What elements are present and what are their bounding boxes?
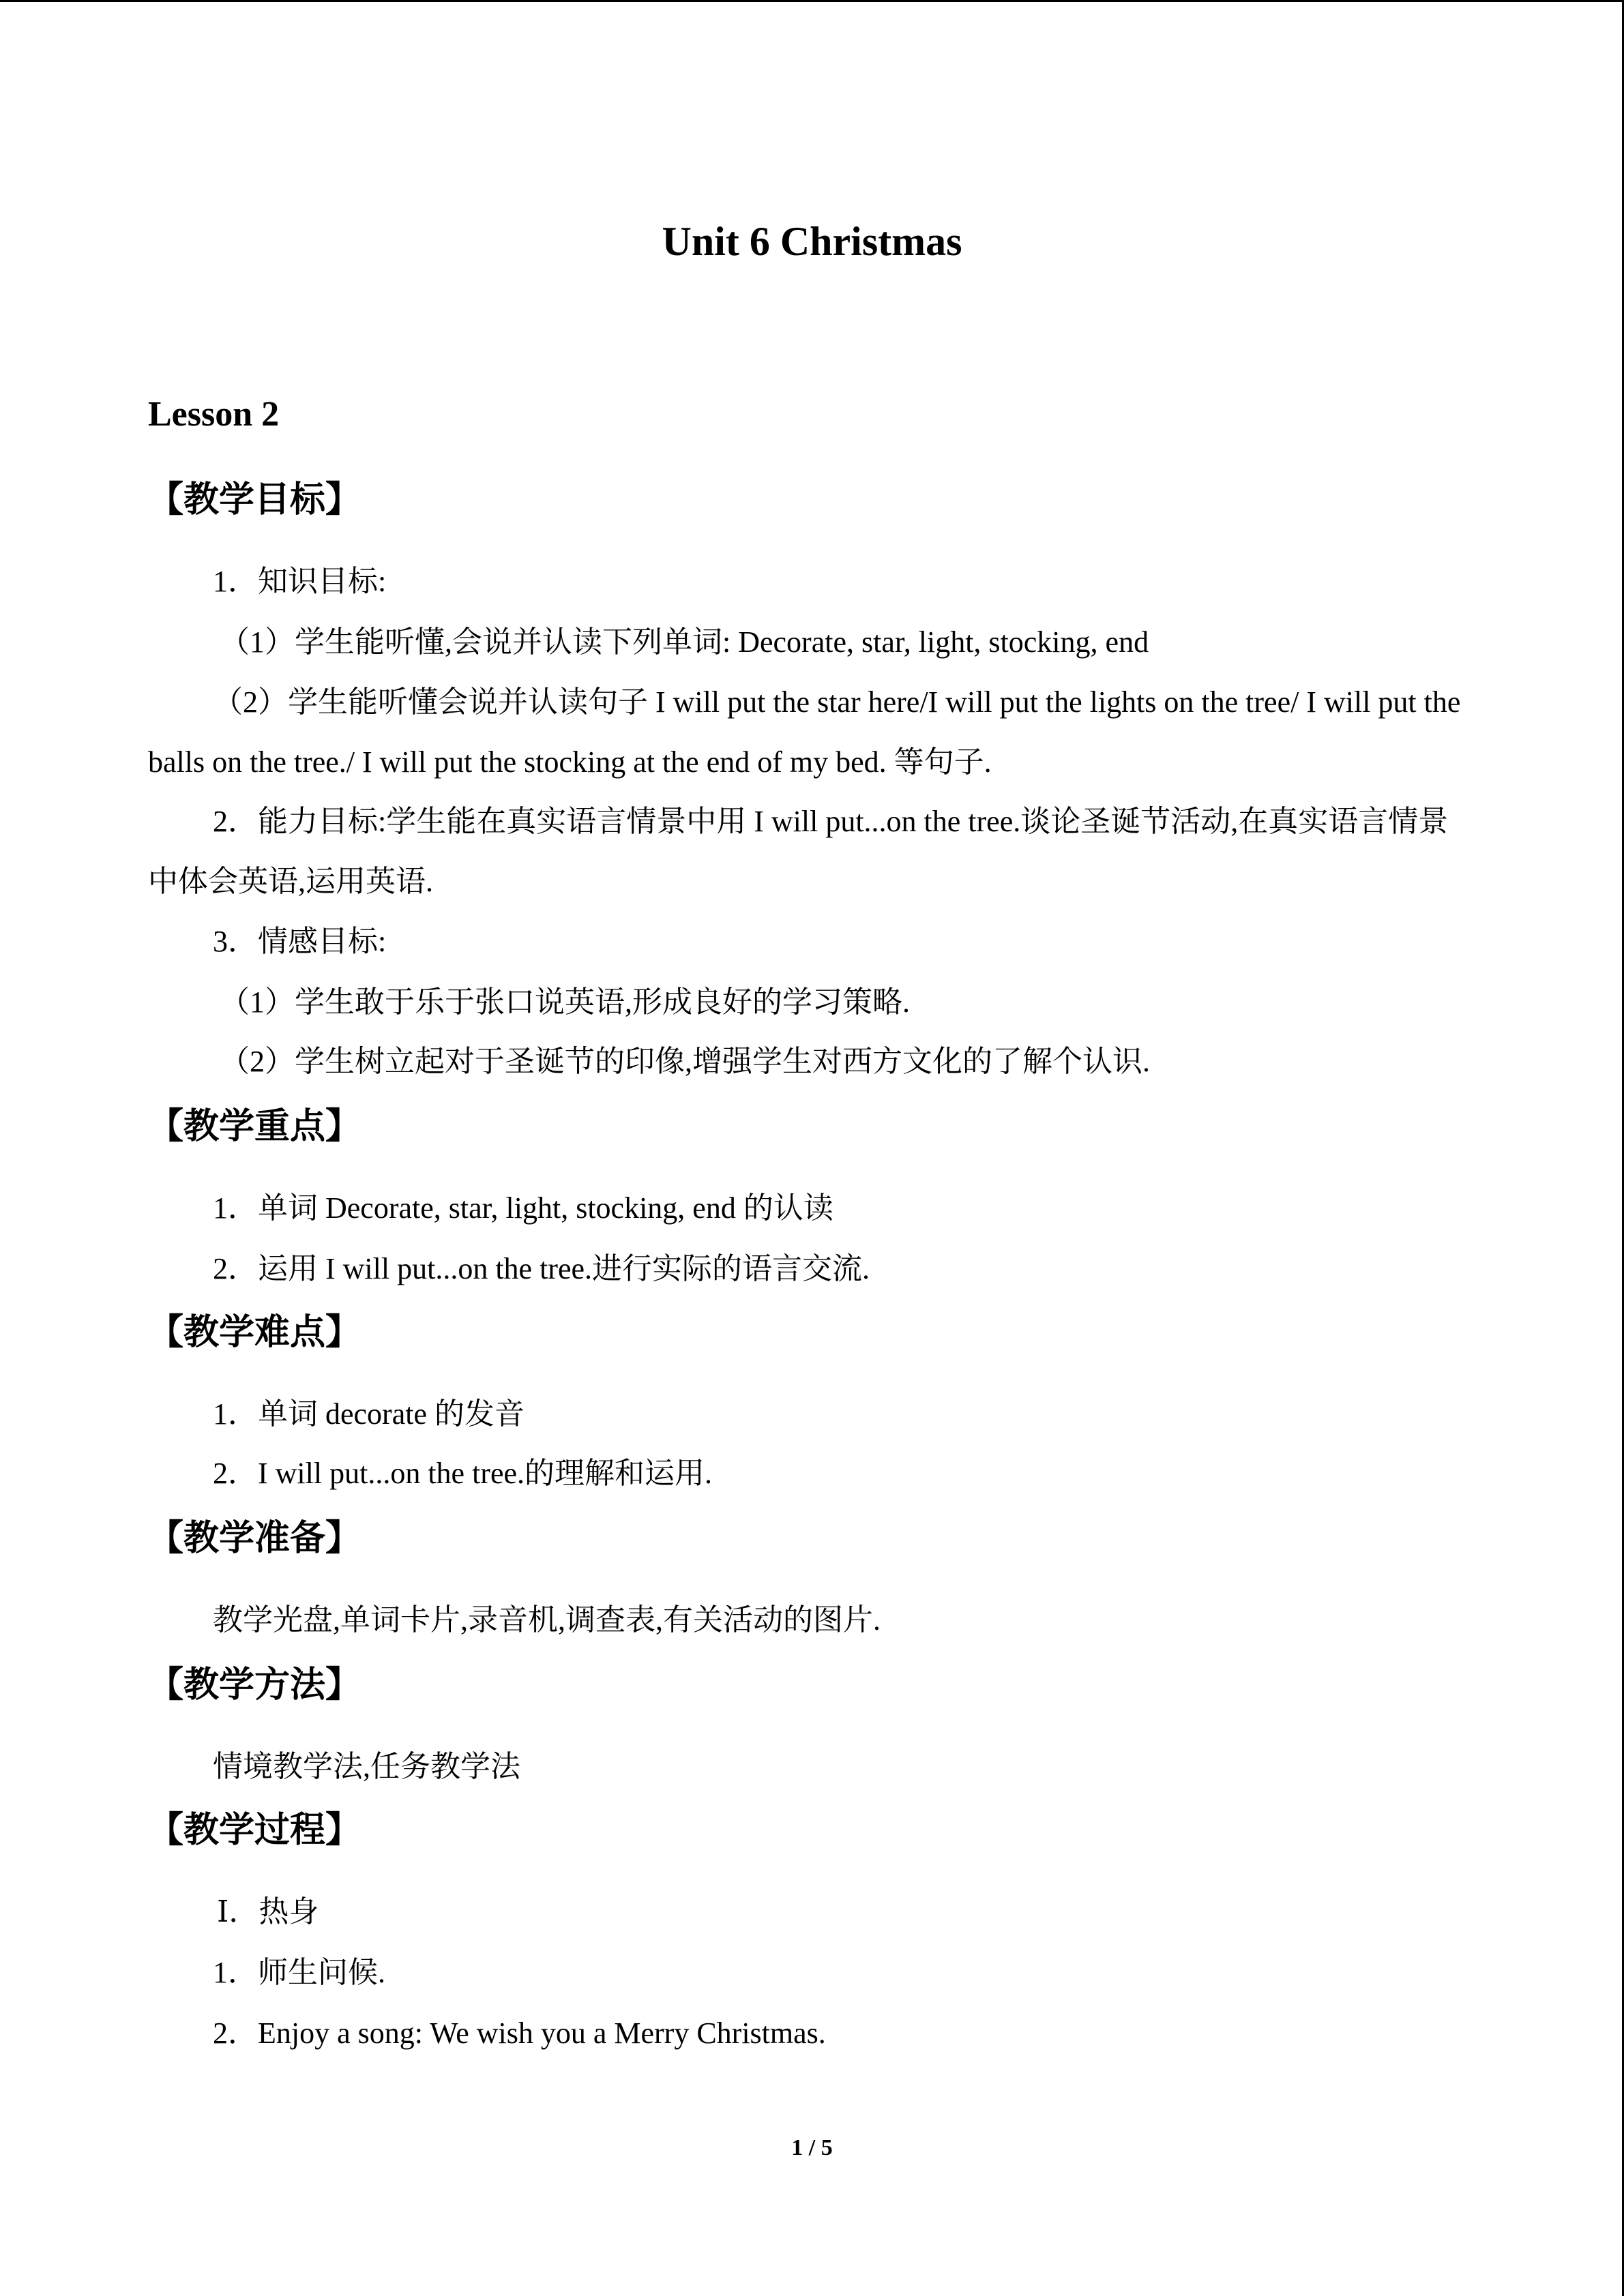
key-point-item-2: 2．运用 I will put...on the tree.进行实际的语言交流. xyxy=(213,1252,870,1285)
page-title: Unit 6 Christmas xyxy=(662,219,962,264)
emotion-goal-item-1: （1）学生敢于乐于张口说英语,形成良好的学习策略. xyxy=(220,985,910,1019)
preparation-heading: 【教学准备】 xyxy=(148,1518,361,1559)
process-heading: 【教学过程】 xyxy=(148,1810,361,1851)
page-indicator: 1 / 5 xyxy=(791,2135,833,2160)
difficulty-item-1: 1．单词 decorate 的发音 xyxy=(213,1397,525,1431)
emotion-goal-label: 3．情感目标: xyxy=(213,925,387,958)
methods-heading: 【教学方法】 xyxy=(148,1665,361,1705)
preparation-text: 教学光盘,单词卡片,录音机,调查表,有关活动的图片. xyxy=(213,1603,881,1637)
methods-text: 情境教学法,任务教学法 xyxy=(213,1750,520,1783)
process-item-2: 2．Enjoy a song: We wish you a Merry Christmas. xyxy=(213,2016,826,2050)
process-step-warmup: Ⅰ．热身 xyxy=(217,1895,319,1928)
emotion-goal-item-2: （2）学生树立起对于圣诞节的印像,增强学生对西方文化的了解个认识. xyxy=(220,1045,1150,1078)
knowledge-goal-item-1: （1）学生能听懂,会说并认读下列单词: Decorate, star, light, stocking, end xyxy=(220,625,1149,659)
lesson-heading: Lesson 2 xyxy=(148,395,280,434)
goals-heading: 【教学目标】 xyxy=(148,479,361,520)
knowledge-goal-label: 1．知识目标: xyxy=(213,565,387,598)
difficulties-heading: 【教学难点】 xyxy=(148,1312,361,1353)
page-border-top xyxy=(0,0,1624,2)
difficulty-item-2: 2．I will put...on the tree.的理解和运用. xyxy=(213,1457,713,1490)
ability-goal: 2．能力目标:学生能在真实语言情景中用 I will put...on the tree.谈论圣诞节活动,在真实语言情景中体会英语,运用英语. xyxy=(148,805,1449,898)
key-points-heading: 【教学重点】 xyxy=(148,1106,361,1147)
key-point-item-1: 1．单词 Decorate, star, light, stocking, end 的认读 xyxy=(213,1191,833,1225)
knowledge-goal-item-2: （2）学生能听懂会说并认读句子 I will put the star here/I will put the lights on the tree/ I will put the balls on the tree./ I will put the stocking at the end of my bed. 等句子. xyxy=(148,685,1461,779)
process-item-1: 1．师生问候. xyxy=(213,1956,385,1989)
